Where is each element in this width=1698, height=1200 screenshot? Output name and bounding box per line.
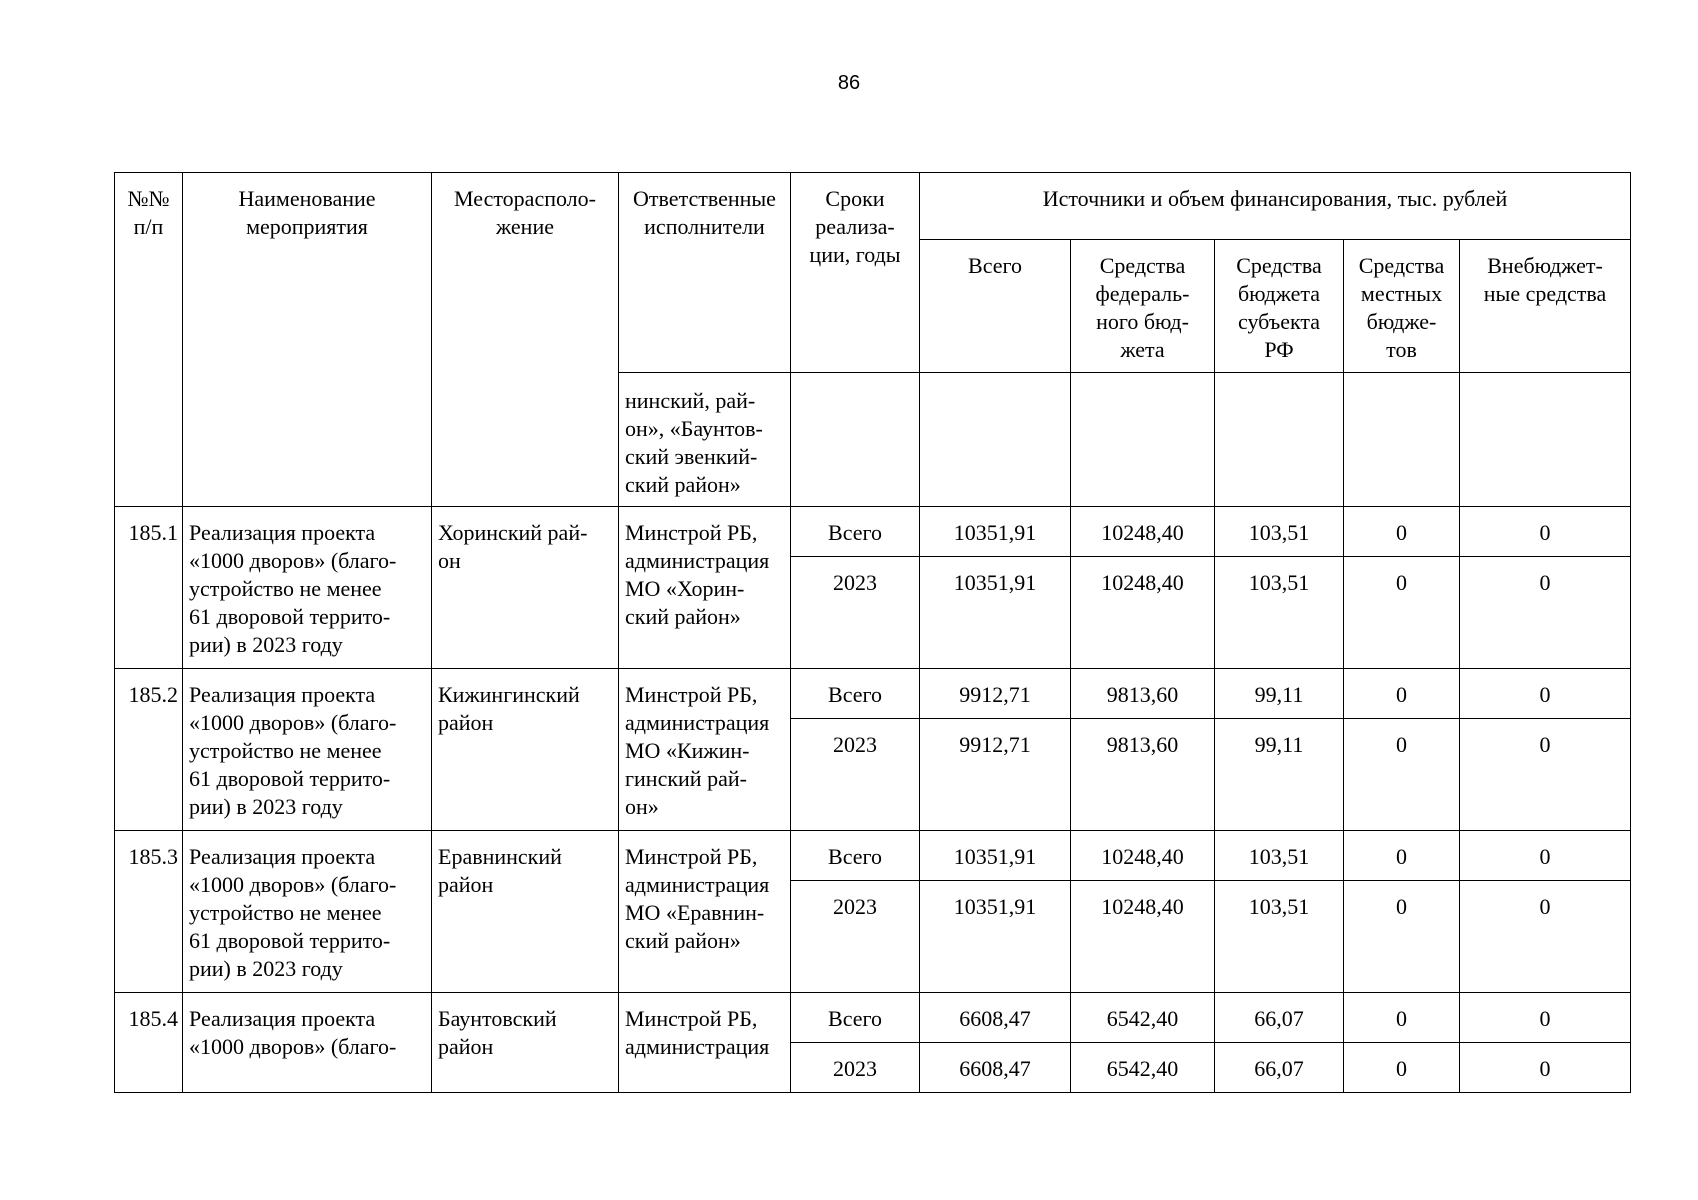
extra-value: 0 — [1460, 831, 1631, 881]
text-line: Средства — [1236, 253, 1322, 278]
federal-value: 10248,40 — [1071, 507, 1215, 557]
subject-value: 99,11 — [1215, 719, 1344, 831]
text-line: Минстрой РБ, — [625, 682, 758, 707]
period-cell: Всего — [791, 669, 920, 719]
text-line: Реализация проекта — [189, 520, 376, 545]
data-rows — [115, 507, 1631, 1093]
federal-value: 6542,40 — [1071, 1043, 1215, 1093]
header-name — [183, 173, 432, 507]
text-line: местных — [1360, 281, 1443, 306]
event-name — [183, 507, 432, 669]
text-line: №№ — [127, 186, 170, 211]
header-responsible — [619, 173, 791, 373]
event-responsible — [619, 669, 791, 831]
local-value: 0 — [1344, 881, 1460, 993]
text-line: бюджета — [1237, 281, 1321, 306]
text-line: устройство не менее — [189, 900, 382, 925]
total-value: 6608,47 — [920, 1043, 1071, 1093]
text-line: Минстрой РБ, — [625, 520, 758, 545]
event-name — [183, 993, 432, 1093]
text-line: Средства — [1099, 253, 1186, 278]
subject-value: 103,51 — [1215, 557, 1344, 669]
text-line: ные средства — [1483, 281, 1607, 306]
text-line: рии) в 2023 году — [189, 794, 343, 819]
text-line: мероприятия — [246, 214, 368, 239]
text-line: Баунтовский — [438, 1006, 557, 1031]
federal-value: 10248,40 — [1071, 831, 1215, 881]
text-line: ский район» — [625, 604, 741, 629]
text-line: «1000 дворов» (благо- — [189, 872, 397, 897]
event-location — [432, 831, 619, 993]
period-cell: Всего — [791, 993, 920, 1043]
event-name — [183, 669, 432, 831]
row-number: 185.4 — [115, 993, 183, 1093]
text-line: Реализация проекта — [189, 844, 376, 869]
text-line: Сроки — [825, 186, 885, 211]
text-line: район — [438, 872, 494, 897]
table-row — [115, 831, 1631, 881]
text-line: устройство не менее — [189, 576, 382, 601]
event-responsible — [619, 507, 791, 669]
header-extra — [1460, 240, 1631, 373]
header-total — [920, 240, 1071, 373]
text-line: бюдже- — [1366, 309, 1437, 334]
total-value: 9912,71 — [920, 669, 1071, 719]
local-value: 0 — [1344, 669, 1460, 719]
text-line: Хоринский рай- — [438, 520, 588, 545]
text-line: МО «Кижин- — [625, 738, 750, 763]
federal-value: 9813,60 — [1071, 669, 1215, 719]
text-line: «1000 дворов» (благо- — [189, 548, 397, 573]
text-line: район — [438, 1034, 494, 1059]
text-line: Ответственные — [633, 186, 776, 211]
event-location — [432, 507, 619, 669]
subject-value: 103,51 — [1215, 881, 1344, 993]
federal-value: 6542,40 — [1071, 993, 1215, 1043]
continuation-responsible — [619, 373, 791, 507]
federal-value: 9813,60 — [1071, 719, 1215, 831]
text-line: тов — [1386, 337, 1417, 362]
extra-value: 0 — [1460, 1043, 1631, 1093]
local-value: 0 — [1344, 1043, 1460, 1093]
text-line: он» — [625, 794, 659, 819]
header-financing: Источники и объем финансирования, тыс. рублей — [920, 173, 1631, 240]
text-line: рии) в 2023 году — [189, 956, 343, 981]
text-line: администрация — [625, 710, 770, 735]
extra-value: 0 — [1460, 881, 1631, 993]
table-row — [115, 669, 1631, 719]
federal-value: 10248,40 — [1071, 881, 1215, 993]
text-line: Месторасполо- — [454, 186, 596, 211]
text-line: Наименование — [238, 186, 376, 211]
continuation-empty — [791, 373, 920, 507]
text-line: МО «Хорин- — [625, 576, 745, 601]
continuation-empty — [1215, 373, 1344, 507]
period-cell: Всего — [791, 507, 920, 557]
text-line: Реализация проекта — [189, 1006, 376, 1031]
text-line: рии) в 2023 году — [189, 632, 343, 657]
text-line: район — [438, 710, 494, 735]
local-value: 0 — [1344, 507, 1460, 557]
page-number: 86 — [837, 72, 861, 94]
event-name — [183, 831, 432, 993]
text-line: ции, годы — [809, 242, 901, 267]
text-line: Минстрой РБ, — [625, 844, 758, 869]
period-cell: Всего — [791, 831, 920, 881]
total-value: 10351,91 — [920, 507, 1071, 557]
total-value: 10351,91 — [920, 881, 1071, 993]
federal-value: 10248,40 — [1071, 557, 1215, 669]
text-line: исполнители — [644, 214, 765, 239]
text-line: администрация — [625, 548, 770, 573]
table-row — [115, 993, 1631, 1043]
text-line: он — [438, 548, 461, 573]
text-line: Внебюджет- — [1487, 253, 1603, 278]
text-line: 61 дворовой террито- — [189, 766, 391, 791]
extra-value: 0 — [1460, 557, 1631, 669]
local-value: 0 — [1344, 719, 1460, 831]
text-line: реализа- — [815, 214, 895, 239]
extra-value: 0 — [1460, 669, 1631, 719]
period-cell: 2023 — [791, 881, 920, 993]
row-number: 185.1 — [115, 507, 183, 669]
header-federal — [1071, 240, 1215, 373]
event-location — [432, 993, 619, 1093]
text-line: администрация — [625, 872, 770, 897]
text-line: Средства — [1358, 253, 1445, 278]
text-line: жение — [496, 214, 554, 239]
text-line: п/п — [133, 214, 164, 239]
local-value: 0 — [1344, 557, 1460, 669]
text-line: Реализация проекта — [189, 682, 376, 707]
subject-value: 103,51 — [1215, 831, 1344, 881]
text-line: жета — [1120, 337, 1165, 362]
header-local — [1344, 240, 1460, 373]
text-line: устройство не менее — [189, 738, 382, 763]
table-row — [115, 507, 1631, 557]
text-line: Еравнинский — [438, 844, 562, 869]
row-number: 185.3 — [115, 831, 183, 993]
event-responsible — [619, 831, 791, 993]
text-line: он», «Баунтов- — [625, 416, 763, 441]
text-line: 61 дворовой террито- — [189, 604, 391, 629]
text-line: «1000 дворов» (благо- — [189, 710, 397, 735]
header-subject — [1215, 240, 1344, 373]
text-line: ский район» — [625, 472, 741, 497]
header-num — [115, 173, 183, 507]
text-line: ский район» — [625, 928, 741, 953]
continuation-empty — [920, 373, 1071, 507]
period-cell: 2023 — [791, 719, 920, 831]
local-value: 0 — [1344, 993, 1460, 1043]
text-line: ский эвенкий- — [625, 444, 758, 469]
header-location — [432, 173, 619, 507]
text-line: Всего — [968, 253, 1022, 278]
text-line: РФ — [1264, 337, 1294, 362]
continuation-empty — [1071, 373, 1215, 507]
subject-value: 103,51 — [1215, 507, 1344, 557]
event-responsible — [619, 993, 791, 1093]
total-value: 10351,91 — [920, 557, 1071, 669]
text-line: Кижингинский — [438, 682, 580, 707]
row-number: 185.2 — [115, 669, 183, 831]
event-location — [432, 669, 619, 831]
text-line: Минстрой РБ, — [625, 1006, 758, 1031]
text-line: «1000 дворов» (благо- — [189, 1034, 397, 1059]
financing-table — [114, 172, 1631, 1093]
text-line: МО «Еравнин- — [625, 900, 765, 925]
header-row-top — [115, 173, 1631, 240]
extra-value: 0 — [1460, 993, 1631, 1043]
extra-value: 0 — [1460, 507, 1631, 557]
continuation-empty — [1344, 373, 1460, 507]
text-line: федераль- — [1095, 281, 1190, 306]
text-line: субъекта — [1237, 309, 1321, 334]
period-cell: 2023 — [791, 557, 920, 669]
extra-value: 0 — [1460, 719, 1631, 831]
subject-value: 66,07 — [1215, 1043, 1344, 1093]
text-line: 61 дворовой террито- — [189, 928, 391, 953]
text-line: гинский рай- — [625, 766, 747, 791]
subject-value: 66,07 — [1215, 993, 1344, 1043]
text-line: нинский, рай- — [625, 388, 756, 413]
header-period — [791, 173, 920, 373]
total-value: 10351,91 — [920, 831, 1071, 881]
total-value: 6608,47 — [920, 993, 1071, 1043]
text-line: ного бюд- — [1096, 309, 1189, 334]
total-value: 9912,71 — [920, 719, 1071, 831]
period-cell: 2023 — [791, 1043, 920, 1093]
local-value: 0 — [1344, 831, 1460, 881]
text-line: администрация — [625, 1034, 770, 1059]
subject-value: 99,11 — [1215, 669, 1344, 719]
continuation-empty — [1460, 373, 1631, 507]
